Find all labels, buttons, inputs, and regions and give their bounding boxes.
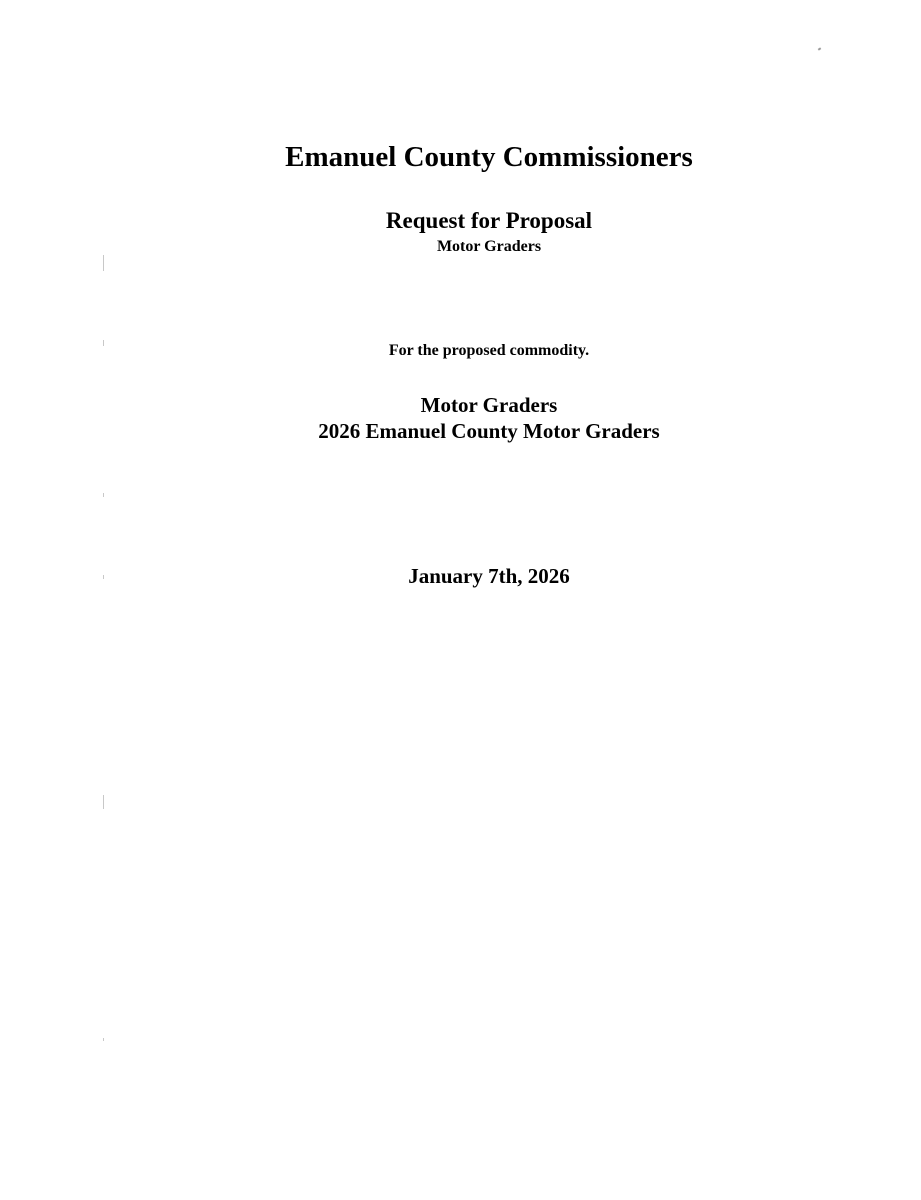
document-date: January 7th, 2026 <box>408 564 570 588</box>
scan-artifact <box>103 340 104 346</box>
commodity-intro: For the proposed commodity. <box>388 342 590 359</box>
scan-artifact <box>103 795 104 809</box>
scan-artifact <box>103 1038 104 1041</box>
rfp-subheading: Motor Graders <box>436 238 542 255</box>
commodity-name: Motor Graders <box>420 393 558 417</box>
scan-artifact <box>103 255 104 271</box>
commodity-description: 2026 Emanuel County Motor Graders <box>318 419 660 443</box>
scan-artifact <box>103 493 104 497</box>
rfp-heading: Request for Proposal <box>385 208 593 233</box>
document-title: Emanuel County Commissioners <box>285 141 693 173</box>
scan-speck <box>818 47 822 50</box>
scan-artifact <box>103 575 104 579</box>
